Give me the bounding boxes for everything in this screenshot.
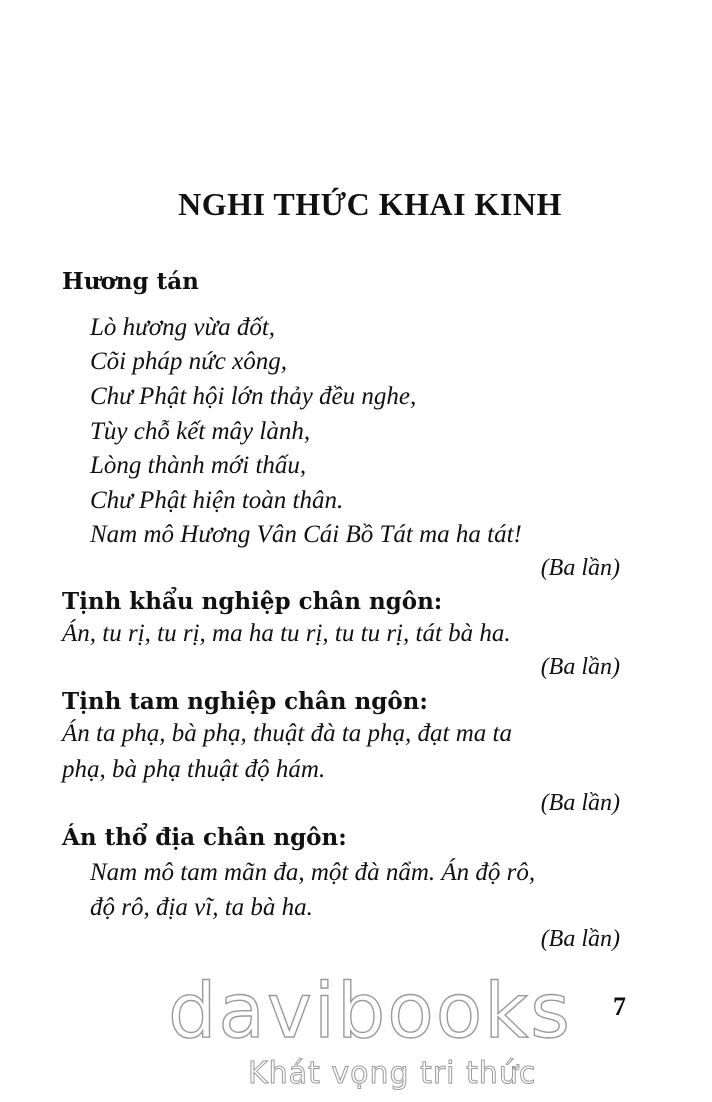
watermark-slogan: Khát vọng tri thức bbox=[248, 1056, 537, 1091]
section-heading-an-tho-dia: Án thổ địa chân ngôn: bbox=[62, 824, 347, 851]
mantra-line: phạ, bà phạ thuật độ hám. bbox=[62, 756, 326, 783]
watermark bbox=[150, 966, 590, 1102]
mantra-line: độ rô, địa vĩ, ta bà ha. bbox=[90, 894, 313, 921]
verse-line: Nam mô Hương Vân Cái Bồ Tát ma ha tát! bbox=[90, 521, 522, 548]
mantra-line: Án ta phạ, bà phạ, thuật đà ta phạ, đạt ma ta bbox=[62, 720, 512, 747]
verse-line: Lò hương vừa đốt, bbox=[90, 314, 276, 341]
repeat-note: (Ba lần) bbox=[540, 555, 620, 581]
verse-line: Lòng thành mới thấu, bbox=[90, 452, 307, 479]
verse-line: Cõi pháp nức xông, bbox=[90, 348, 287, 375]
verse-line: Tùy chỗ kết mây lành, bbox=[90, 418, 311, 445]
section-heading-tinh-tam-nghiep: Tịnh tam nghiệp chân ngôn: bbox=[62, 688, 428, 715]
repeat-note: (Ba lần) bbox=[540, 654, 620, 680]
mantra-line: Nam mô tam mãn đa, một đà nẩm. Án độ rô, bbox=[90, 859, 536, 886]
page-title: NGHI THỨC KHAI KINH bbox=[178, 186, 562, 222]
section-heading-tinh-khau-nghiep: Tịnh khẩu nghiệp chân ngôn: bbox=[62, 588, 443, 615]
repeat-note: (Ba lần) bbox=[540, 926, 620, 952]
verse-line: Chư Phật hội lớn thảy đều nghe, bbox=[90, 383, 417, 410]
verse-line: Chư Phật hiện toàn thân. bbox=[90, 487, 344, 514]
watermark-brand: davibooks bbox=[168, 966, 572, 1055]
page-number: 7 bbox=[613, 992, 626, 1021]
repeat-note: (Ba lần) bbox=[540, 790, 620, 816]
mantra-line: Án, tu rị, tu rị, ma ha tu rị, tu tu rị, tát bà ha. bbox=[62, 620, 511, 647]
section-heading-huong-tan: Hương tán bbox=[62, 268, 199, 295]
